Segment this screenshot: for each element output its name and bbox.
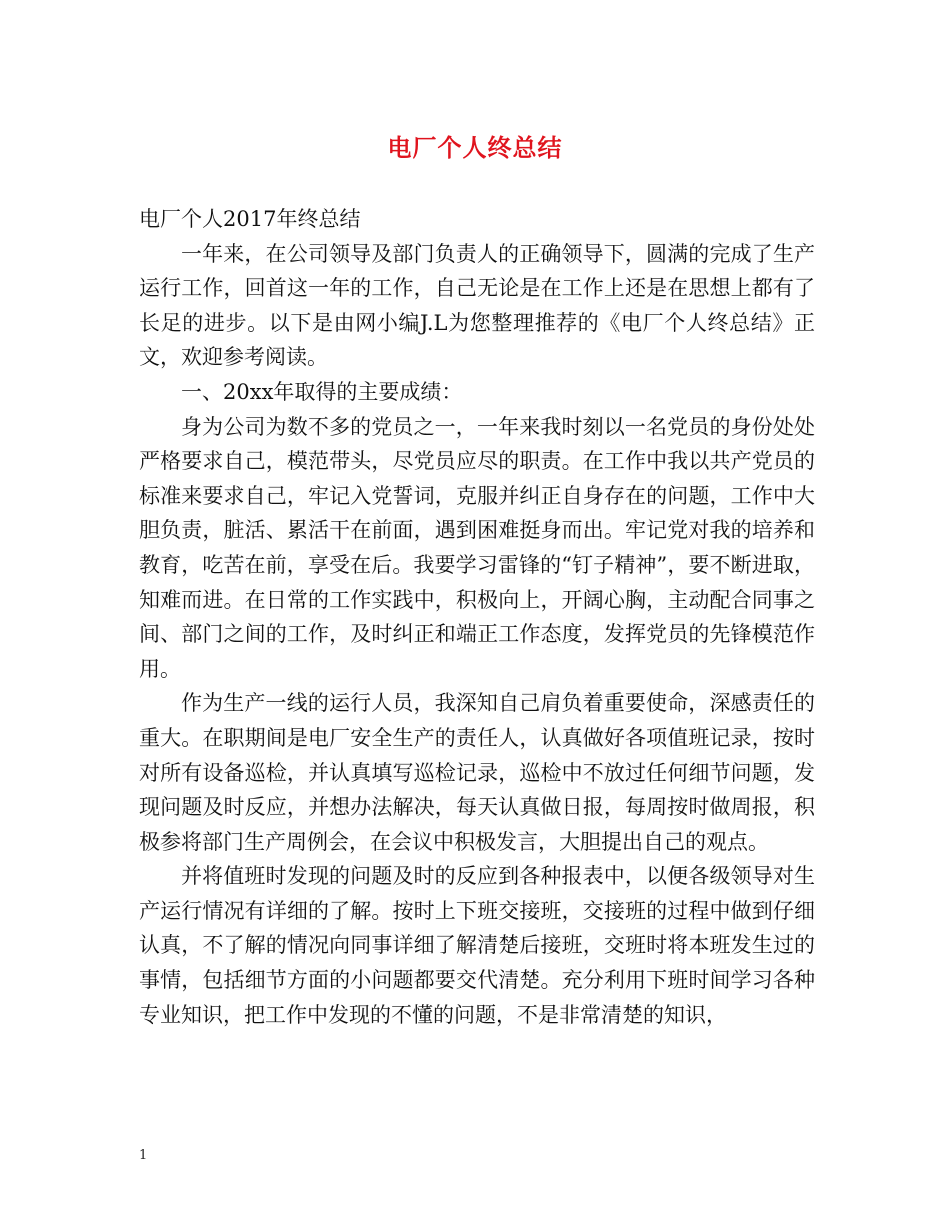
document-subtitle: 电厂个人2017年终总结 [139,207,361,231]
page-number: 1 [139,1148,148,1163]
section-heading-achievements: 一、20xx年取得的主要成绩： [181,379,463,404]
paragraph-intro: 一年来，在公司领导及部门负责人的正确领导下，圆满的完成了生产运行工作，回首这一年的工作，自己无论是在工作上还是在思想上都有了长足的进步。以下是由网小编J.L为您整理推荐的《电厂个人终总结》正文，欢迎参考阅读。 [139,241,815,370]
document-title: 电厂个人终总结 [387,133,563,162]
paragraph-operations: 作为生产一线的运行人员，我深知自己肩负着重要使命，深感责任的重大。在职期间是电厂安全生产的责任人，认真做好各项值班记录，按时对所有设备巡检，并认真填写巡检记录，巡检中不放过任何细节问题，发现问题及时反应，并想办法解决，每天认真做日报，每周按时做周报，积极参将部门生产周例会，在会议中积极发言，大胆提出自己的观点。 [139,691,815,854]
paragraph-shift-handover: 并将值班时发现的问题及时的反应到各种报表中，以便各级领导对生产运行情况有详细的了解。按时上下班交接班，交接班的过程中做到仔细认真，不了解的情况向同事详细了解清楚后接班，交班时将本班发生过的事情，包括细节方面的小问题都要交代清楚。充分利用下班时间学习各种专业知识，把工作中发现的不懂的问题，不是非常清楚的知识， [139,864,815,1027]
paragraph-party-member: 身为公司为数不多的党员之一，一年来我时刻以一名党员的身份处处严格要求自己，模范带头，尽党员应尽的职责。在工作中我以共产党员的标准来要求自己，牢记入党誓词，克服并纠正自身存在的问题，工作中大胆负责，脏活、累活干在前面，遇到困难挺身而出。牢记党对我的培养和教育，吃苦在前，享受在后。我要学习雷锋的“钉子精神”，要不断进取，知难而进。在日常的工作实践中，积极向上，开阔心胸，主动配合同事之间、部门之间的工作，及时纠正和端正工作态度，发挥党员的先锋模范作用。 [139,414,815,681]
document-body [139,202,815,1032]
